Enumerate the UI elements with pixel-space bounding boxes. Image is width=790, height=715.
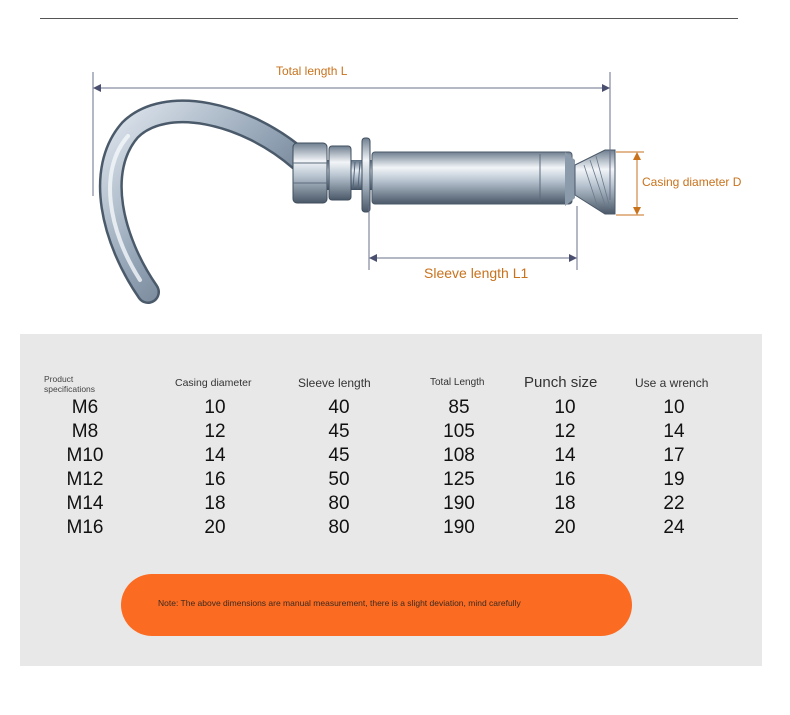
cell-sleeve: 40: [328, 397, 350, 418]
table-row: [20, 444, 762, 468]
header-total-length: Total Length: [430, 377, 485, 388]
cell-sleeve: 45: [328, 445, 350, 466]
cell-spec: M14: [66, 493, 104, 514]
cell-casing: 18: [204, 493, 226, 514]
sleeve-length-dimension: [369, 206, 577, 270]
cell-wrench: 19: [663, 469, 685, 490]
cell-total: 190: [443, 517, 475, 538]
cell-casing: 16: [204, 469, 226, 490]
spec-table-panel: [20, 334, 762, 666]
cell-total: 105: [443, 421, 475, 442]
measurement-note-text: Note: The above dimensions are manual measurement, there is a slight deviation, mind carefully: [158, 598, 521, 608]
cell-sleeve: 80: [328, 517, 350, 538]
cell-punch: 14: [554, 445, 576, 466]
table-row: [20, 516, 762, 540]
table-row: [20, 420, 762, 444]
cell-sleeve: 80: [328, 493, 350, 514]
spring-washer: [362, 138, 370, 212]
cell-spec: M10: [66, 445, 104, 466]
cell-casing: 14: [204, 445, 226, 466]
cell-total: 125: [443, 469, 475, 490]
cell-spec: M16: [66, 517, 104, 538]
casing-diameter-label: Casing diameter D: [642, 175, 742, 189]
table-row: [20, 468, 762, 492]
header-wrench: Use a wrench: [635, 376, 709, 390]
expansion-sleeve: [372, 152, 575, 206]
measurement-note-banner: [121, 574, 632, 636]
cell-wrench: 24: [663, 517, 685, 538]
cell-punch: 20: [554, 517, 576, 538]
cell-total: 85: [448, 397, 470, 418]
cell-spec: M8: [71, 421, 99, 442]
table-row: [20, 396, 762, 420]
header-casing-diameter: Casing diameter: [175, 377, 252, 389]
cell-casing: 12: [204, 421, 226, 442]
cell-punch: 12: [554, 421, 576, 442]
sleeve-length-label: Sleeve length L1: [418, 264, 534, 282]
cell-wrench: 14: [663, 421, 685, 442]
cell-casing: 10: [204, 397, 226, 418]
cell-wrench: 10: [663, 397, 685, 418]
cell-sleeve: 45: [328, 421, 350, 442]
hex-nut: [293, 143, 327, 203]
cell-casing: 20: [204, 517, 226, 538]
cell-spec: M6: [71, 397, 99, 418]
cell-punch: 16: [554, 469, 576, 490]
cell-sleeve: 50: [328, 469, 350, 490]
table-row: [20, 492, 762, 516]
total-length-label: Total length L: [272, 64, 351, 78]
washer: [329, 146, 351, 200]
header-product-spec: Product specifications: [44, 374, 96, 394]
cell-wrench: 22: [663, 493, 685, 514]
cell-total: 190: [443, 493, 475, 514]
hook-rod: [110, 111, 300, 292]
header-sleeve-length: Sleeve length: [298, 376, 371, 390]
cell-wrench: 17: [663, 445, 685, 466]
hook-bolt-diagram: [0, 0, 790, 320]
cell-spec: M12: [66, 469, 104, 490]
cell-total: 108: [443, 445, 475, 466]
cell-punch: 10: [554, 397, 576, 418]
cell-punch: 18: [554, 493, 576, 514]
header-punch-size: Punch size: [524, 374, 598, 391]
